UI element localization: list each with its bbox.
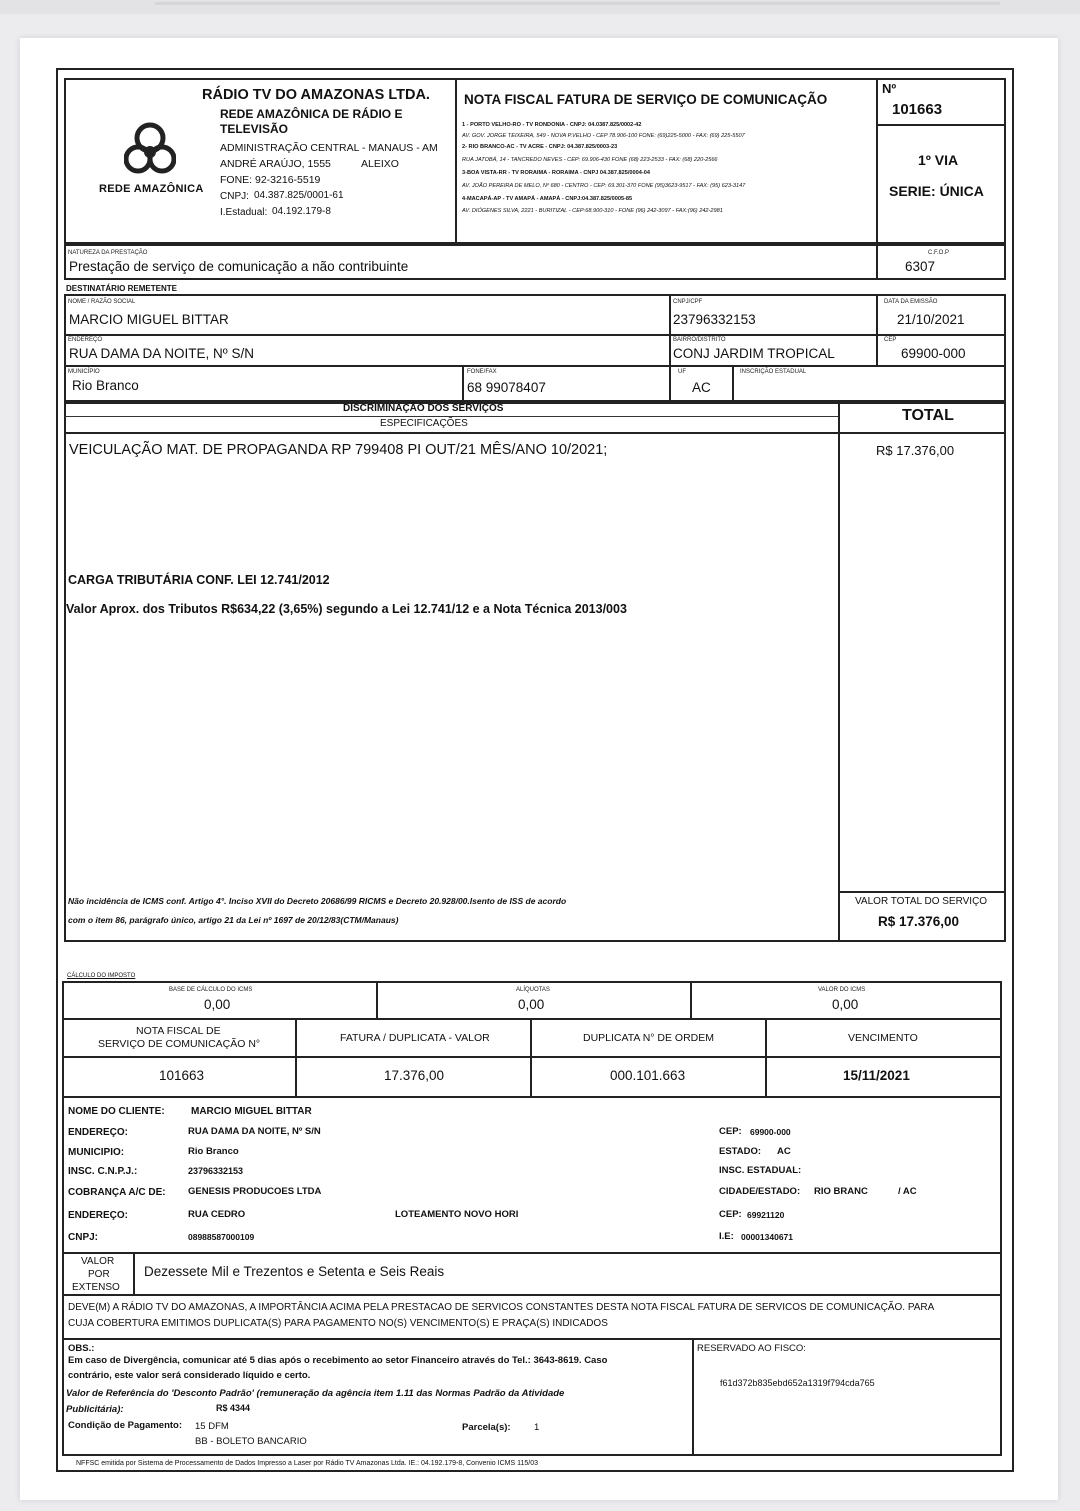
declaration-line-1: DEVE(M) A RÁDIO TV DO AMAZONAS, A IMPORTÂNCIA ACIMA PELA PRESTACAO DE SERVICOS CONSTANTES DESTA NOTA FISCAL FATURA DE SERVICOS DE COMUNICAÇÃO. PARA: [68, 1302, 935, 1313]
client-cnpj: 23796332153: [188, 1166, 244, 1176]
branch-line: RUA JATOBÁ, 14 - TANCREDO NEVES - CEP: 69.906-430 FONE (68) 223-2533 - FAX: (68) 220-2566: [462, 157, 718, 163]
invoice-col4-header: VENCIMENTO: [848, 1032, 918, 1044]
installment-value: 1: [534, 1422, 540, 1433]
client-address-label: ENDEREÇO:: [68, 1127, 129, 1138]
company-admin: ADMINISTRAÇÃO CENTRAL - MANAUS - AM: [220, 142, 438, 154]
total-service-label: VALOR TOTAL DO SERVIÇO: [855, 896, 988, 907]
uf-label: UF: [678, 369, 686, 375]
tax-section-label: CÁLCULO DO IMPOSTO: [67, 973, 136, 979]
billing-address: RUA CEDRO: [188, 1209, 246, 1220]
branch-line: AV. GOV. JORGE TEIXEIRA, 549 - NOVA P.VELHO - CEP 78.906-100 FONE: (69)225-5000 - FAX: (69) 225-5507: [462, 133, 745, 139]
client-ie-label: INSC. ESTADUAL:: [719, 1165, 802, 1176]
client-name: MARCIO MIGUEL BITTAR: [191, 1106, 312, 1117]
invoice-due-cell: 15/11/2021: [843, 1068, 910, 1083]
recipient-section-label: DESTINATÁRIO REMETENTE: [66, 284, 177, 293]
name-label: NOME / RAZÃO SOCIAL: [68, 299, 136, 305]
invoice-value-cell: 17.376,00: [384, 1068, 445, 1083]
top-line: [155, 2, 1000, 5]
recipient-cnpj: 23796332153: [673, 312, 756, 327]
services-subheader: ESPECIFICAÇÕES: [380, 418, 468, 429]
billing-city-state-label: CIDADE/ESTADO:: [719, 1186, 801, 1197]
icms-base-value: 0,00: [204, 997, 231, 1012]
service-description: VEICULAÇÃO MAT. DE PROPAGANDA RP 799408 PI OUT/21 MÊS/ANO 10/2021;: [69, 442, 608, 458]
billing-uf: / AC: [898, 1186, 917, 1197]
city-label: MUNICÍPIO: [68, 369, 100, 375]
client-state-label: ESTADO:: [719, 1146, 762, 1157]
recipient-address: RUA DAMA DA NOITE, Nº S/N: [69, 346, 254, 361]
invoice-number-label: Nº: [882, 81, 897, 96]
rate-value: 0,00: [518, 997, 545, 1012]
client-cep: 69900-000: [750, 1127, 791, 1137]
client-name-label: NOME DO CLIENTE:: [68, 1106, 165, 1117]
billing-cep-label: CEP:: [719, 1209, 742, 1220]
cfop-label: C.F.O.P: [928, 250, 950, 256]
total-service-value: R$ 17.376,00: [878, 914, 960, 929]
billing-ie: 00001340671: [741, 1232, 794, 1242]
icms-note-2: com o item 86, parágrafo único, artigo 21 da Lei nº 1697 de 20/12/83(CTM/Manaus): [68, 915, 399, 925]
billing-name: GENESIS PRODUCOES LTDA: [188, 1186, 322, 1197]
amount-words-label-2: POR: [88, 1269, 110, 1280]
reference-value: R$ 4344: [216, 1403, 251, 1413]
recipient-uf: AC: [692, 380, 711, 395]
branch-line: AV. DIÓGENES SILVA, 2221 - BURITIZAL - CEP:68.900-310 - FONE (96) 242-3097 - FAX:(96) 242-2981: [462, 208, 723, 214]
amount-words-value: Dezessete Mil e Trezentos e Setenta e Seis Reais: [144, 1264, 445, 1279]
service-value: R$ 17.376,00: [876, 443, 955, 458]
invoice-col1-header: NOTA FISCAL DE: [136, 1025, 221, 1037]
invoice-number: 101663: [892, 101, 943, 118]
issue-date: 21/10/2021: [897, 312, 965, 327]
company-cnpj-label: CNPJ:: [220, 191, 249, 202]
total-header: TOTAL: [902, 407, 954, 424]
company-ie-label: I.Estadual:: [220, 207, 268, 218]
district-label: BAIRRO/DISTRITO: [673, 337, 726, 343]
declaration-box: [62, 1294, 1002, 1340]
billing-district: LOTEAMENTO NOVO HORI: [395, 1209, 519, 1220]
cep-label: CEP: [884, 337, 897, 343]
obs-label: OBS.:: [68, 1343, 95, 1354]
billing-cnpj: 08988587000109: [188, 1232, 255, 1242]
nature-value: Prestação de serviço de comunicação a não contribuinte: [69, 259, 409, 274]
billing-ie-label: I.E:: [719, 1231, 734, 1242]
recipient-district: CONJ JARDIM TROPICAL: [673, 346, 835, 361]
tax-load-text: Valor Aprox. dos Tributos R$634,22 (3,65%) segundo a Lei 12.741/12 e a Nota Técnica 2013/003: [66, 602, 627, 616]
amount-words-label-3: EXTENSO: [72, 1282, 120, 1293]
billing-address-label: ENDEREÇO:: [68, 1210, 129, 1221]
declaration-line-2: CUJA COBERTURA EMITIMOS DUPLICATA(S) PARA PAGAMENTO NO(S) VENCIMENTO(S) E PRAÇA(S) INDICADOS: [68, 1318, 608, 1329]
installment-label: Parcela(s):: [462, 1422, 511, 1433]
recipient-name: MARCIO MIGUEL BITTAR: [69, 312, 229, 327]
branch-line: 4-MACAPÁ-AP - TV AMAPÁ - AMAPÁ - CNPJ:04.387.825/0005-85: [462, 196, 633, 202]
company-cnpj: 04.387.825/0001-61: [254, 190, 344, 201]
billing-city-state: RIO BRANC: [814, 1186, 868, 1197]
client-address: RUA DAMA DA NOITE, Nº S/N: [188, 1126, 321, 1137]
tax-load-title: CARGA TRIBUTÁRIA CONF. LEI 12.741/2012: [68, 573, 330, 587]
nature-label: NATUREZA DA PRESTAÇÃO: [68, 250, 148, 256]
address-label: ENDEREÇO: [68, 337, 103, 343]
company-address: ANDRÉ ARAÚJO, 1555: [220, 158, 331, 170]
recipient-cep: 69900-000: [901, 346, 966, 361]
services-box: [64, 402, 1006, 942]
icms-value-label: VALOR DO ICMS: [818, 987, 866, 993]
billing-cnpj-label: CNPJ:: [68, 1232, 99, 1243]
icms-base-label: BASE DE CÁLCULO DO ICMS: [169, 987, 253, 993]
company-district: ALEIXO: [361, 158, 399, 170]
reference-line-1: Valor de Referência do 'Desconto Padrão' (remuneração da agência item 1.11 das Normas Padrão da Atividade: [66, 1388, 565, 1399]
obs-line-2: contrário, este valor será considerado líquido e certo.: [68, 1370, 311, 1381]
invoice-via: 1º VIA: [918, 152, 959, 168]
icms-note-1: Não incidência de ICMS conf. Artigo 4°. Inciso XVII do Decreto 20686/99 RICMS e Decreto 20.928/00.Isento de ISS de acordo: [68, 896, 567, 906]
cfop-value: 6307: [905, 259, 936, 274]
invoice-col1-header-2: SERVIÇO DE COMUNICAÇÃO N°: [98, 1038, 261, 1050]
icms-value: 0,00: [832, 997, 859, 1012]
client-state: AC: [777, 1146, 791, 1157]
ie-label: INSCRIÇÃO ESTADUAL: [740, 369, 807, 375]
company-name: RÁDIO TV DO AMAZONAS LTDA.: [202, 87, 430, 103]
footer-note: NFFSC emitida por Sistema de Processamento de Dados Impresso a Laser por Rádio TV Amazonas Ltda. IE.: 04.192.179-8, Convenio ICMS 115/03: [76, 1460, 538, 1467]
invoice-number-cell: 101663: [159, 1068, 205, 1083]
company-ie: 04.192.179-8: [272, 206, 331, 217]
payment-method: BB - BOLETO BANCARIO: [195, 1436, 307, 1447]
company-subtitle-2: TELEVISÃO: [220, 122, 289, 136]
recipient-phone: 68 99078407: [467, 380, 546, 395]
date-label: DATA DA EMISSÃO: [884, 299, 938, 305]
branch-line: 3-BOA VISTA-RR - TV RORAIMA - RORAIMA - CNPJ 04.387.825/0004-04: [462, 170, 650, 176]
phone-label: FONE/FAX: [467, 369, 497, 375]
branch-line: AV. JOÃO PEREIRA DE MELO, Nº 680 - CENTRO - CEP: 69.301-370 FONE (95)3623-9517 - FAX: (95) 623-3147: [462, 183, 746, 189]
obs-line-1: Em caso de Divergência, comunicar até 5 dias após o recebimento ao setor Financeiro através do Tel.: 3643-8619. Caso: [68, 1355, 608, 1366]
invoice-order-cell: 000.101.663: [610, 1068, 686, 1083]
company-subtitle-1: REDE AMAZÔNICA DE RÁDIO E: [220, 107, 403, 121]
cnpj-label: CNPJ/CPF: [673, 299, 703, 305]
client-cep-label: CEP:: [719, 1126, 742, 1137]
payment-condition: 15 DFM: [195, 1421, 229, 1432]
client-city: Rio Branco: [188, 1146, 239, 1157]
rede-amazonica-logo-icon: [124, 122, 176, 178]
client-cnpj-label: INSC. C.N.P.J.:: [68, 1166, 138, 1177]
amount-words-label-1: VALOR: [81, 1256, 115, 1267]
reference-line-2: Publicitária):: [66, 1404, 124, 1415]
fisco-label: RESERVADO AO FISCO:: [697, 1343, 806, 1354]
document-title: NOTA FISCAL FATURA DE SERVIÇO DE COMUNICAÇÃO: [464, 92, 828, 107]
billing-cep: 69921120: [747, 1210, 785, 1220]
logo-text: REDE AMAZÔNICA: [99, 183, 204, 195]
rate-label: ALÍQUOTAS: [516, 987, 550, 993]
fisco-hash: f61d372b835ebd652a1319f794cda765: [720, 1378, 875, 1388]
invoice-serie: SERIE: ÚNICA: [889, 183, 984, 199]
payment-condition-label: Condição de Pagamento:: [68, 1420, 183, 1431]
invoice-col3-header: DUPLICATA N° DE ORDEM: [583, 1032, 714, 1044]
company-phone: FONE: 92-3216-5519: [220, 174, 321, 186]
recipient-city: Rio Branco: [72, 378, 139, 393]
billing-label: COBRANÇA A/C DE:: [68, 1187, 166, 1198]
branch-line: 2- RIO BRANCO-AC - TV ACRE - CNPJ: 04.387.825/0003-23: [462, 144, 618, 150]
client-city-label: MUNICIPIO:: [68, 1147, 125, 1158]
services-header: DISCRIMINAÇÃO DOS SERVIÇOS: [343, 403, 504, 414]
branch-line: 1 - PORTO VELHO-RO - TV RONDONIA - CNPJ: 04.0387.825/0002-42: [462, 122, 642, 128]
invoice-col2-header: FATURA / DUPLICATA - VALOR: [340, 1032, 490, 1044]
